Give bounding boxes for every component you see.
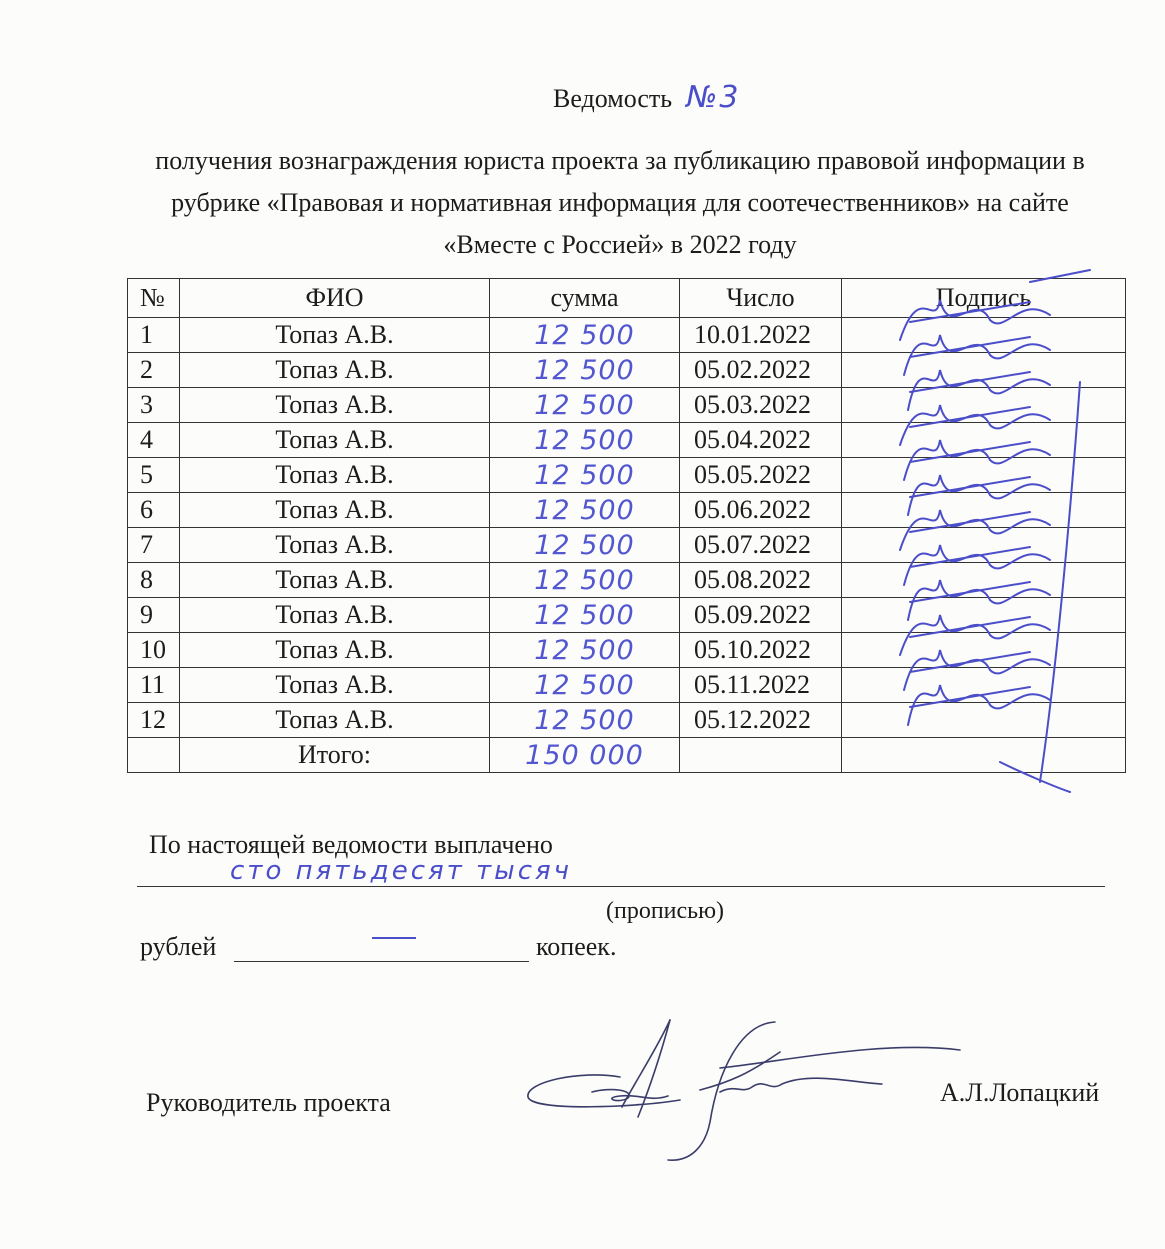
row-name: Топаз А.В. xyxy=(180,388,490,423)
col-date-header: Число xyxy=(680,279,842,318)
row-name: Топаз А.В. xyxy=(180,598,490,633)
row-name: Топаз А.В. xyxy=(180,563,490,598)
row-number: 8 xyxy=(128,563,180,598)
table-row xyxy=(128,668,1126,703)
total-date-cell xyxy=(680,738,842,773)
row-signature xyxy=(842,528,1126,563)
row-number: 1 xyxy=(128,318,180,353)
table-row xyxy=(128,423,1126,458)
table-row xyxy=(128,458,1126,493)
row-signature xyxy=(842,598,1126,633)
total-row xyxy=(128,738,1126,773)
row-name: Топаз А.В. xyxy=(180,353,490,388)
row-number: 5 xyxy=(128,458,180,493)
row-number: 4 xyxy=(128,423,180,458)
table-row xyxy=(128,353,1126,388)
total-label: Итого: xyxy=(180,738,490,773)
row-number: 10 xyxy=(128,633,180,668)
total-num-cell xyxy=(128,738,180,773)
row-signature xyxy=(842,563,1126,598)
document-number: №3 xyxy=(686,80,741,115)
row-date: 05.08.2022 xyxy=(680,563,842,598)
row-number: 11 xyxy=(128,668,180,703)
table-row xyxy=(128,563,1126,598)
in-words-note: (прописью) xyxy=(606,898,725,924)
row-date: 05.11.2022 xyxy=(680,668,842,703)
row-amount: 12 500 xyxy=(490,318,680,353)
document-title xyxy=(553,80,740,115)
row-signature xyxy=(842,458,1126,493)
row-date: 05.03.2022 xyxy=(680,388,842,423)
row-date: 05.02.2022 xyxy=(680,353,842,388)
row-number: 2 xyxy=(128,353,180,388)
row-amount: 12 500 xyxy=(490,388,680,423)
row-amount: 12 500 xyxy=(490,703,680,738)
col-signature-header: Подпись xyxy=(842,279,1126,318)
title-text: Ведомость xyxy=(553,84,673,113)
row-signature xyxy=(842,388,1126,423)
rubles-label: рублей xyxy=(140,932,217,961)
row-amount: 12 500 xyxy=(490,668,680,703)
row-signature xyxy=(842,668,1126,703)
row-name: Топаз А.В. xyxy=(180,423,490,458)
amount-in-words: сто пятьдесят тысяч xyxy=(230,856,573,886)
row-number: 6 xyxy=(128,493,180,528)
kopecks-label: копеек. xyxy=(536,932,617,961)
row-number: 12 xyxy=(128,703,180,738)
row-amount: 12 500 xyxy=(490,458,680,493)
col-number-header: № xyxy=(128,279,180,318)
table-row xyxy=(128,318,1126,353)
document-subtitle: получения вознаграждения юриста проекта за публикацию правовой информации в рубрике «Правовая и нормативная информация для соотечественников» на сайте «Вместе с Россией» в 2022 году xyxy=(155,146,1085,259)
row-name: Топаз А.В. xyxy=(180,668,490,703)
row-name: Топаз А.В. xyxy=(180,493,490,528)
row-signature xyxy=(842,423,1126,458)
row-amount: 12 500 xyxy=(490,353,680,388)
row-date: 05.09.2022 xyxy=(680,598,842,633)
row-amount: 12 500 xyxy=(490,598,680,633)
row-name: Топаз А.В. xyxy=(180,458,490,493)
row-signature xyxy=(842,633,1126,668)
row-date: 05.12.2022 xyxy=(680,703,842,738)
kopecks-value xyxy=(372,937,416,939)
signer-name: А.Л.Лопацкий xyxy=(940,1078,1100,1107)
row-date: 05.06.2022 xyxy=(680,493,842,528)
row-number: 3 xyxy=(128,388,180,423)
col-amount-header: сумма xyxy=(490,279,680,318)
row-signature xyxy=(842,703,1126,738)
table-row xyxy=(128,703,1126,738)
table-header-row xyxy=(128,279,1126,318)
total-amount: 150 000 xyxy=(490,738,680,773)
row-date: 10.01.2022 xyxy=(680,318,842,353)
row-name: Топаз А.В. xyxy=(180,633,490,668)
row-signature xyxy=(842,353,1126,388)
row-date: 05.05.2022 xyxy=(680,458,842,493)
table-row xyxy=(128,528,1126,563)
row-date: 05.07.2022 xyxy=(680,528,842,563)
row-amount: 12 500 xyxy=(490,528,680,563)
row-amount: 12 500 xyxy=(490,423,680,458)
table-row xyxy=(128,598,1126,633)
row-name: Топаз А.В. xyxy=(180,528,490,563)
row-signature xyxy=(842,493,1126,528)
row-name: Топаз А.В. xyxy=(180,318,490,353)
paid-label: По настоящей ведомости выплачено xyxy=(149,830,553,859)
table-row xyxy=(128,633,1126,668)
role-label: Руководитель проекта xyxy=(146,1088,391,1117)
row-amount: 12 500 xyxy=(490,493,680,528)
row-amount: 12 500 xyxy=(490,633,680,668)
table-row xyxy=(128,493,1126,528)
head-signature xyxy=(520,1012,980,1162)
table-row xyxy=(128,388,1126,423)
row-date: 05.04.2022 xyxy=(680,423,842,458)
col-name-header: ФИО xyxy=(180,279,490,318)
row-name: Топаз А.В. xyxy=(180,703,490,738)
row-signature xyxy=(842,318,1126,353)
amount-in-words-line xyxy=(137,886,1105,887)
row-number: 9 xyxy=(128,598,180,633)
payment-table xyxy=(127,278,1126,773)
row-date: 05.10.2022 xyxy=(680,633,842,668)
row-amount: 12 500 xyxy=(490,563,680,598)
total-signature-cell xyxy=(842,738,1126,773)
kopecks-line xyxy=(234,961,529,962)
row-number: 7 xyxy=(128,528,180,563)
